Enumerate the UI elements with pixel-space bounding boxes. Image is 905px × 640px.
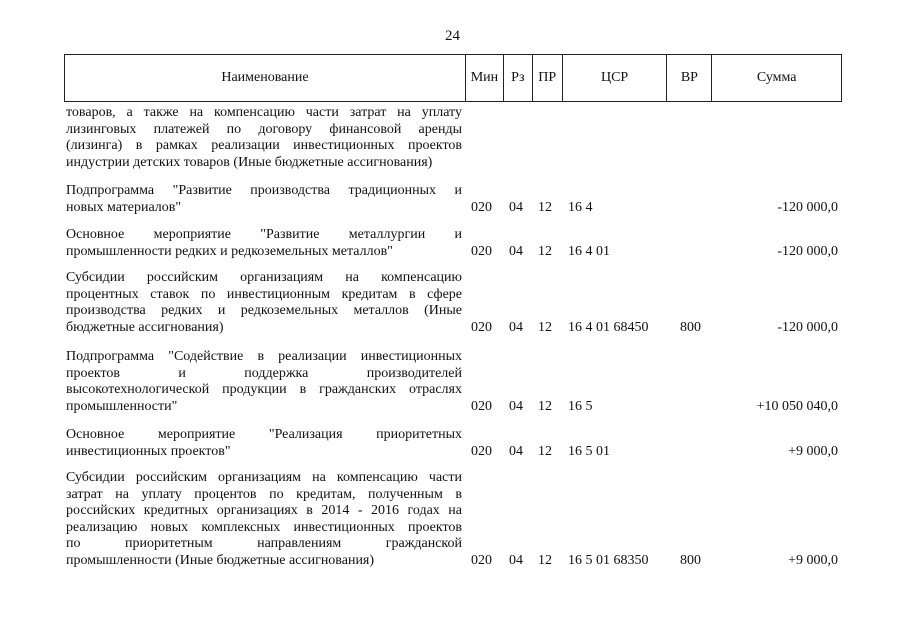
row-name — [66, 427, 462, 460]
row-name-line: проектов и поддержка производителей — [66, 365, 462, 381]
cell-csr: 16 5 01 — [568, 443, 610, 459]
cell-pr: 12 — [538, 552, 552, 568]
row-name-line: процентных ставок по инвестиционным кредитам в сфере — [66, 286, 462, 302]
row-name-line: Субсидии российским организациям на компенсацию — [66, 270, 462, 285]
row-name-line: российских кредитных организациях в 2014 - 2016 годах на — [66, 503, 462, 518]
cell-min: 020 — [471, 243, 492, 259]
cell-csr: 16 4 — [568, 199, 593, 215]
cell-rz: 04 — [509, 398, 523, 414]
header-csr: ЦСР — [562, 55, 667, 101]
row-name-line: новых материалов" — [66, 199, 182, 215]
header-vr: ВР — [666, 55, 711, 101]
cell-sum: +9 000,0 — [788, 443, 838, 459]
row-name — [66, 183, 462, 216]
row-name-line: реализацию новых комплексных инвестиционных проектов — [66, 519, 462, 535]
cell-min: 020 — [471, 443, 492, 459]
header-rz: Рз — [503, 55, 532, 101]
row-name — [66, 349, 462, 415]
row-name-line: Субсидии российским организациям на компенсацию части — [66, 470, 462, 485]
cell-min: 020 — [471, 398, 492, 414]
cell-rz: 04 — [509, 199, 523, 215]
cell-sum: +9 000,0 — [788, 552, 838, 568]
cell-min: 020 — [471, 319, 492, 335]
row-name-line: индустрии детских товаров (Иные бюджетные ассигнования) — [66, 154, 433, 170]
table-row — [64, 183, 842, 216]
row-name — [66, 470, 462, 569]
cell-rz: 04 — [509, 319, 523, 335]
cell-sum: +10 050 040,0 — [756, 398, 838, 414]
table-row — [64, 470, 842, 569]
row-name-line: Основное мероприятие "Реализация приоритетных — [66, 427, 462, 442]
row-name-line: лизинговых платежей по договору финансовой аренды — [66, 121, 462, 137]
row-name-line: товаров, а также на компенсацию части затрат на уплату — [66, 105, 462, 120]
header-sum: Сумма — [711, 55, 841, 101]
row-name-line: Подпрограмма "Развитие производства традиционных и — [66, 183, 462, 198]
cell-pr: 12 — [538, 398, 552, 414]
page-number: 24 — [445, 28, 460, 44]
table-row — [64, 105, 842, 171]
cell-min: 020 — [471, 199, 492, 215]
row-name-line: промышленности" — [66, 398, 178, 414]
table-row — [64, 227, 842, 260]
cell-csr: 16 4 01 — [568, 243, 610, 259]
cell-rz: 04 — [509, 243, 523, 259]
header-name: Наименование — [221, 70, 309, 85]
row-name-line: промышленности редких и редкоземельных металлов" — [66, 243, 393, 259]
row-name — [66, 270, 462, 336]
header-pr: ПР — [532, 55, 562, 101]
cell-pr: 12 — [538, 443, 552, 459]
cell-pr: 12 — [538, 199, 552, 215]
cell-pr: 12 — [538, 243, 552, 259]
table-header — [64, 54, 842, 102]
row-name-line: промышленности (Иные бюджетные ассигнования) — [66, 552, 375, 568]
row-name-line: затрат на уплату процентов по кредитам, полученным в — [66, 486, 462, 502]
row-name-line: бюджетные ассигнования) — [66, 319, 224, 335]
cell-sum: -120 000,0 — [777, 319, 838, 335]
row-name-line: Подпрограмма "Содействие в реализации инвестиционных — [66, 349, 462, 364]
row-name-line: производства редких и редкоземельных металлов (Иные — [66, 303, 462, 318]
cell-csr: 16 4 01 68450 — [568, 319, 649, 335]
cell-csr: 16 5 — [568, 398, 593, 414]
cell-vr: 800 — [680, 319, 701, 335]
cell-rz: 04 — [509, 443, 523, 459]
row-name-line: (лизинга) в рамках реализации инвестиционных проектов — [66, 138, 462, 153]
row-name — [66, 105, 462, 171]
row-name-line: высокотехнологической продукции в гражданских отраслях — [66, 382, 462, 397]
cell-csr: 16 5 01 68350 — [568, 552, 649, 568]
row-name-line: Основное мероприятие "Развитие металлургии и — [66, 227, 462, 242]
row-name-line: инвестиционных проектов" — [66, 443, 231, 459]
cell-rz: 04 — [509, 552, 523, 568]
cell-sum: -120 000,0 — [777, 199, 838, 215]
row-name — [66, 227, 462, 260]
row-name-line: по приоритетным направлениям гражданской — [66, 536, 462, 551]
table-row — [64, 270, 842, 336]
cell-min: 020 — [471, 552, 492, 568]
cell-pr: 12 — [538, 319, 552, 335]
header-min: Мин — [465, 55, 503, 101]
cell-sum: -120 000,0 — [777, 243, 838, 259]
cell-vr: 800 — [680, 552, 701, 568]
table-row — [64, 427, 842, 460]
table-row — [64, 349, 842, 415]
